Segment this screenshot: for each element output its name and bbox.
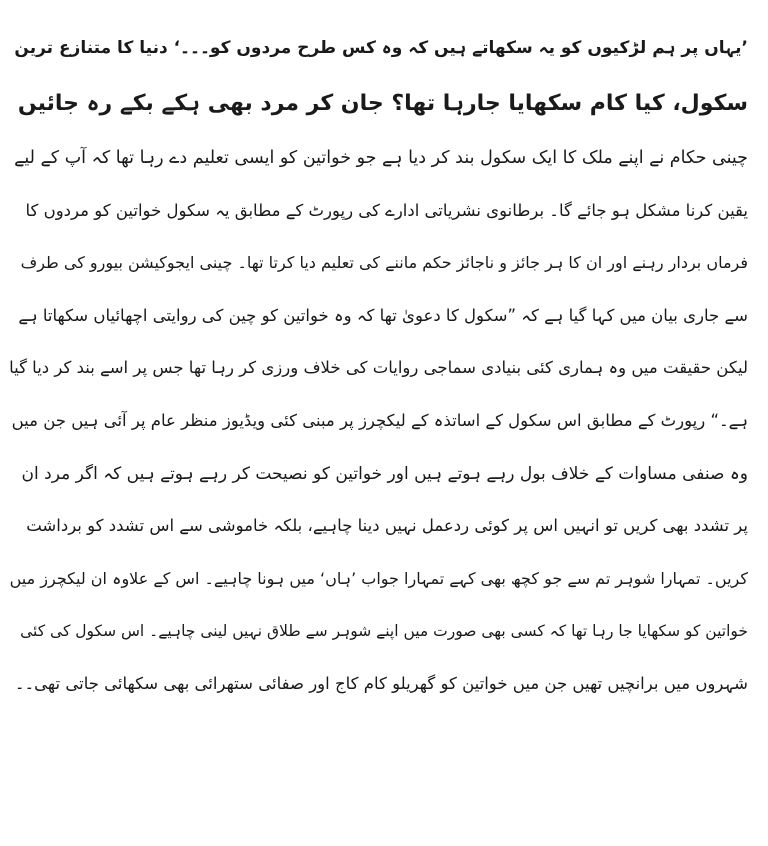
article-headline <box>6 0 748 132</box>
body-line: فرماں بردار رہنے اور ان کا ہر جائز و ناجائز حکم ماننے کی تعلیم دیا کرتا تھا۔ چینی ایجوکیشن بیورو کی طرف <box>20 253 748 273</box>
body-line: ہے۔“ رپورٹ کے مطابق اس سکول کے اساتذہ کے لیکچرز پر مبنی کئی ویڈیوز منظر عام پر آئی ہیں جن میں <box>11 410 748 430</box>
body-line: خواتین کو سکھایا جا رہا تھا کہ کسی بھی صورت میں اپنے شوہر سے طلاق نہیں لینی چاہیے۔ اس سکول کی کئی <box>20 622 748 641</box>
body-line: لیکن حقیقت میں وہ ہماری کئی بنیادی سماجی روایات کی خلاف ورزی کر رہا تھا جس پر اسے بند کر دیا گیا <box>9 358 748 378</box>
headline-line: ’یہاں پر ہم لڑکیوں کو یہ سکھاتے ہیں کہ وہ کس طرح مردوں کو۔۔۔‘ دنیا کا متنازع ترین <box>14 38 748 58</box>
body-line: چینی حکام نے اپنے ملک کا ایک سکول بند کر دیا ہے جو خواتین کو ایسی تعلیم دے رہا تھا کہ آپ کے لیے <box>14 148 748 168</box>
body-line: پر تشدد بھی کریں تو انہیں اس پر کوئی ردعمل نہیں دینا چاہیے، بلکہ خاموشی سے اس تشدد کو برداشت <box>26 516 748 536</box>
body-line: سے جاری بیان میں کہا گیا ہے کہ ”سکول کا دعویٰ تھا کہ وہ خواتین کو چین کی روایتی اچھائیاں سکھاتا ہے <box>18 305 748 325</box>
headline-line: سکول، کیا کام سکھایا جارہا تھا؟ جان کر مرد بھی ہکے بکے رہ جائیں <box>17 91 748 116</box>
body-line: کریں۔ تمہارا شوہر تم سے جو کچھ بھی کہے تمہارا جواب ’ہاں‘ میں ہونا چاہیے۔ اس کے علاوہ ان لیکچرز میں <box>9 568 748 588</box>
article-body <box>6 132 748 711</box>
body-line: وہ صنفی مساوات کے خلاف بول رہے ہوتے ہیں اور خواتین کو نصیحت کر رہے ہوتے ہیں کہ اگر مرد ان <box>21 463 748 484</box>
body-line: شہروں میں برانچیں تھیں جن میں خواتین کو گھریلو کام کاج اور صفائی ستھرائی بھی سکھائی جاتی تھی۔۔ <box>14 673 748 693</box>
body-line: یقین کرنا مشکل ہو جائے گا۔ برطانوی نشریاتی ادارے کی رپورٹ کے مطابق یہ سکول خواتین کو مردوں کا <box>25 200 748 220</box>
